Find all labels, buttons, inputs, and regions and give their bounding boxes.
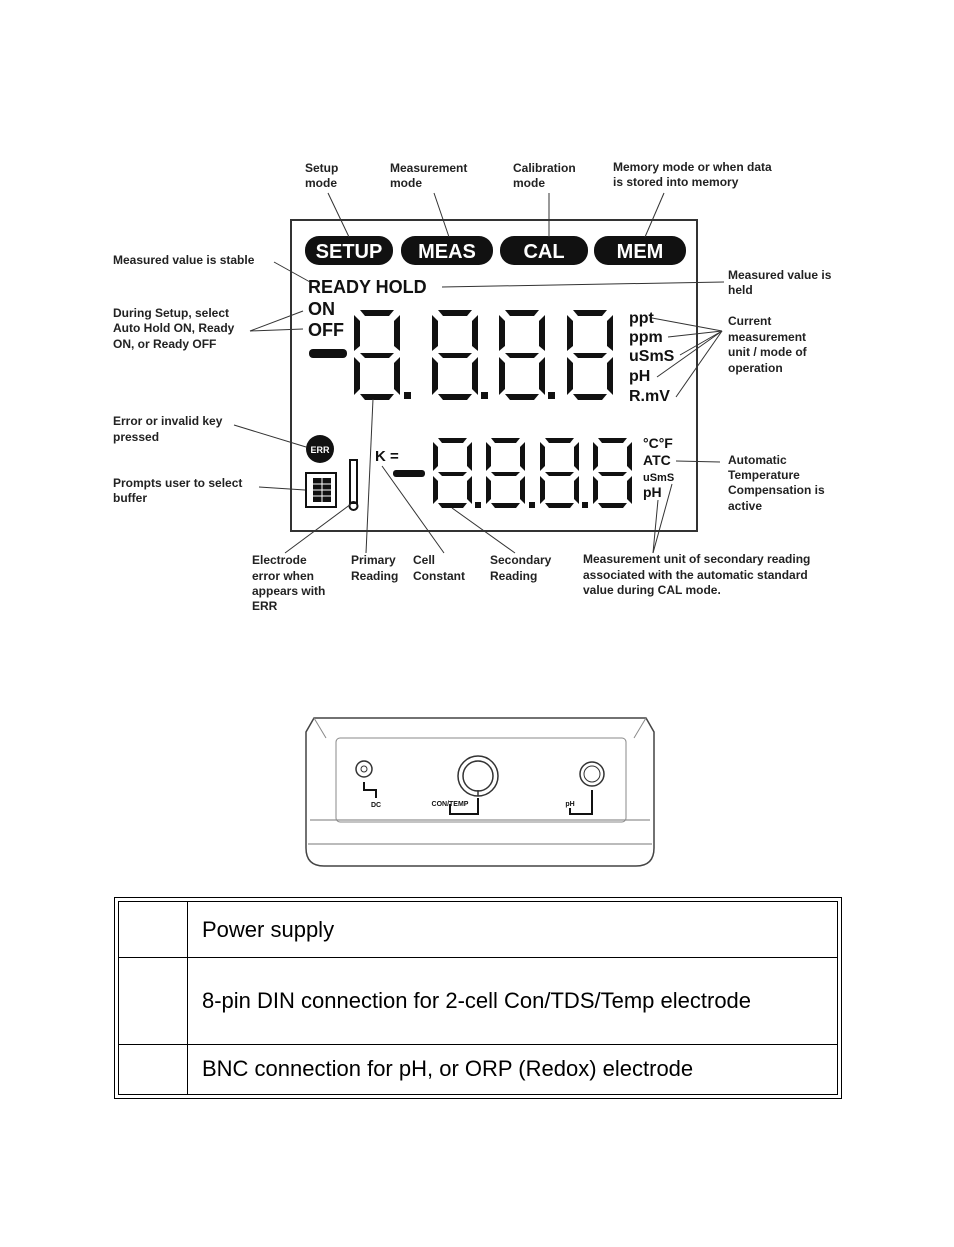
svg-text:During Setup, select: During Setup, select <box>113 306 230 320</box>
secondary-digits <box>433 438 632 508</box>
table-row <box>119 958 838 1044</box>
svg-text:pressed: pressed <box>113 430 160 444</box>
svg-text:Measured value is stable: Measured value is stable <box>113 253 255 267</box>
callout-held <box>728 268 832 297</box>
atc-label: ATC <box>643 452 671 468</box>
table-cell-description: Power supply <box>188 902 838 958</box>
dc-label: DC <box>370 802 382 809</box>
callout-measurement-mode <box>390 161 467 190</box>
callout-secondary-reading <box>490 553 552 583</box>
callout-secondary-unit <box>583 552 810 597</box>
status-off: OFF <box>308 320 344 340</box>
callout-setup-select <box>113 306 235 351</box>
err-label: ERR <box>310 445 330 455</box>
mode-mem-pill <box>594 236 686 265</box>
ph-label: pH <box>565 801 575 808</box>
con-temp-label: CON/TEMP <box>431 801 469 808</box>
svg-text:error when: error when <box>252 569 315 583</box>
callout-stable <box>113 253 255 267</box>
svg-text:Secondary: Secondary <box>490 553 552 567</box>
svg-text:ERR: ERR <box>252 599 278 613</box>
callout-calibration-mode <box>513 161 576 190</box>
svg-text:ON, or Ready OFF: ON, or Ready OFF <box>113 337 217 351</box>
secondary-unit-ph: pH <box>643 484 662 500</box>
svg-text:is stored into memory: is stored into memory <box>613 175 739 189</box>
svg-text:active: active <box>728 499 763 513</box>
svg-text:associated with the automatic: associated with the automatic standard <box>583 568 808 582</box>
secondary-minus-sign <box>393 470 425 477</box>
callout-error <box>113 414 223 444</box>
svg-text:Electrode: Electrode <box>252 553 307 567</box>
status-on: ON <box>308 299 335 319</box>
table-cell-description: 8-pin DIN connection for 2-cell Con/TDS/Temp electrode <box>188 958 838 1044</box>
mode-meas-pill <box>401 236 493 265</box>
svg-text:mode: mode <box>513 176 546 190</box>
table-cell-number <box>119 902 188 958</box>
table-row <box>119 1044 838 1094</box>
callout-buffer <box>113 476 242 505</box>
callout-atc-active <box>728 453 825 513</box>
svg-text:held: held <box>728 283 753 297</box>
svg-text:measurement: measurement <box>728 330 807 344</box>
unit-ph: pH <box>629 368 651 385</box>
primary-units <box>629 310 675 405</box>
svg-text:operation: operation <box>728 361 783 375</box>
svg-text:Calibration: Calibration <box>513 161 576 175</box>
meter-connector-panel <box>300 712 660 872</box>
mode-cal-label: CAL <box>523 241 565 263</box>
svg-text:Error or invalid key: Error or invalid key <box>113 414 223 428</box>
temp-unit: °C°F <box>643 435 673 451</box>
ports-table <box>114 897 842 1099</box>
unit-ppm: ppm <box>629 329 663 346</box>
svg-text:Constant: Constant <box>413 569 465 583</box>
secondary-units <box>643 435 674 500</box>
svg-text:Automatic: Automatic <box>728 453 787 467</box>
svg-text:appears with: appears with <box>252 584 326 598</box>
svg-text:Reading: Reading <box>490 569 538 583</box>
primary-digits <box>354 310 613 400</box>
unit-usms: uSmS <box>629 348 675 365</box>
callout-current-unit <box>728 314 808 375</box>
svg-text:Memory mode or when data: Memory mode or when data <box>613 160 772 174</box>
ports-table-grid <box>118 901 838 1095</box>
mode-mem-label: MEM <box>616 241 664 263</box>
callout-setup-mode <box>305 161 338 190</box>
svg-text:Cell: Cell <box>413 553 436 567</box>
table-cell-number <box>119 1044 188 1094</box>
callout-memory-mode <box>613 160 772 189</box>
svg-text:Prompts user to select: Prompts user to select <box>113 476 243 490</box>
buffer-icon <box>306 473 336 507</box>
mode-cal-pill <box>500 236 588 265</box>
svg-text:unit / mode of: unit / mode of <box>728 345 807 359</box>
mode-meas-label: MEAS <box>418 241 476 263</box>
svg-text:Measurement: Measurement <box>390 161 468 175</box>
callout-primary-reading <box>351 553 398 583</box>
callout-electrode-error <box>252 553 325 613</box>
table-row <box>119 902 838 958</box>
mode-setup-label: SETUP <box>315 241 383 263</box>
table-cell-number <box>119 958 188 1044</box>
svg-text:Reading: Reading <box>351 569 399 583</box>
svg-text:mode: mode <box>390 176 423 190</box>
table-cell-description: BNC connection for pH, or ORP (Redox) electrode <box>188 1044 838 1094</box>
svg-text:Auto Hold ON, Ready: Auto Hold ON, Ready <box>113 321 235 335</box>
unit-ppt: ppt <box>629 310 654 327</box>
secondary-unit-usms: uSmS <box>643 472 675 484</box>
mode-setup-pill <box>305 236 393 265</box>
electrode-icon <box>350 460 358 510</box>
svg-text:mode: mode <box>305 176 338 190</box>
svg-text:Current: Current <box>728 314 772 328</box>
svg-text:Primary: Primary <box>351 553 396 567</box>
svg-text:Temperature: Temperature <box>728 468 800 482</box>
svg-text:buffer: buffer <box>113 491 147 505</box>
svg-text:Compensation is: Compensation is <box>728 483 825 497</box>
err-indicator <box>306 435 334 463</box>
cell-constant-label: K = <box>375 448 399 465</box>
unit-rmv: R.mV <box>629 388 670 405</box>
svg-text:Measurement unit of secondary: Measurement unit of secondary reading <box>583 552 811 566</box>
svg-text:value during CAL mode.: value during CAL mode. <box>583 583 721 597</box>
status-ready-hold: READY HOLD <box>308 277 427 297</box>
svg-text:Setup: Setup <box>305 161 339 175</box>
svg-text:Measured value is: Measured value is <box>728 268 832 282</box>
primary-minus-sign <box>309 349 347 358</box>
callout-cell-constant <box>413 553 465 583</box>
